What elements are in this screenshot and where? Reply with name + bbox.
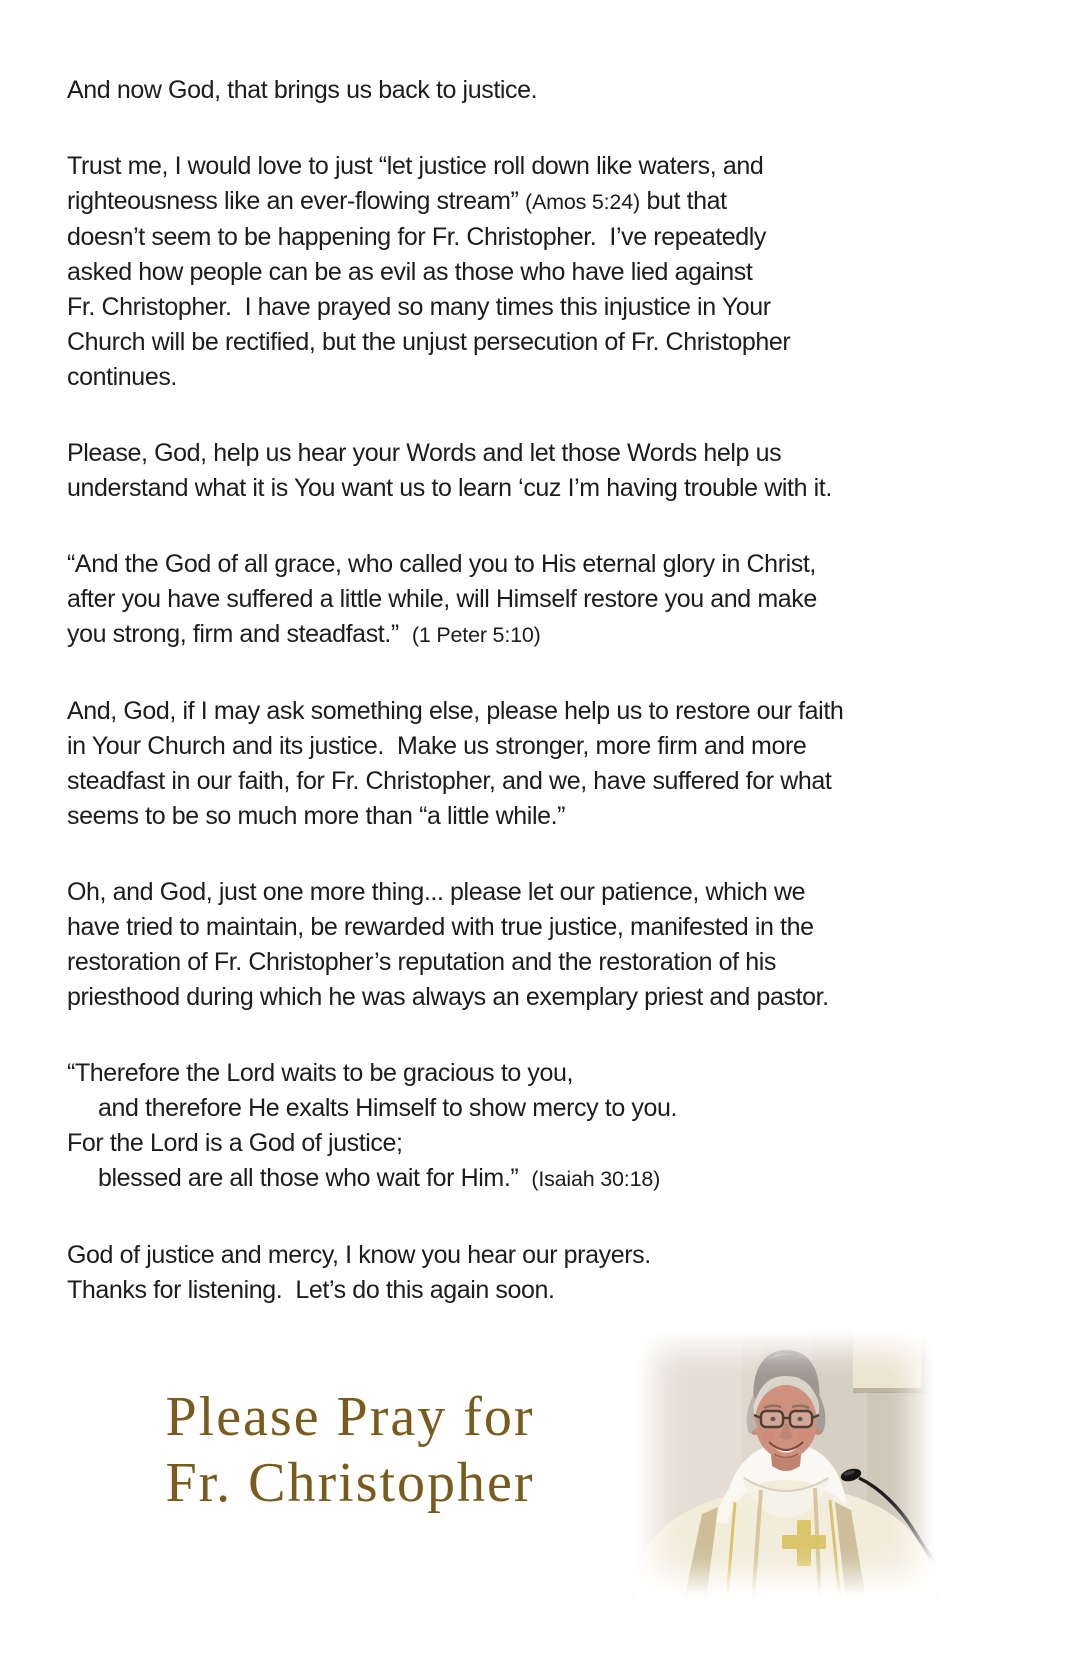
text-line: And, God, if I may ask something else, please help us to restore our faith [67,697,844,725]
text-line: have tried to maintain, be rewarded with true justice, manifested in the [67,913,814,941]
please-pray-line1: Please Pray for [165,1386,535,1448]
scripture-reference: (Amos 5:24) [525,190,640,214]
photo-soft-edge [632,1326,938,1600]
paragraph [67,149,1032,395]
scripture-reference: (Isaiah 30:18) [531,1167,661,1191]
text-line: steadfast in our faith, for Fr. Christopher, and we, have suffered for what [67,767,832,795]
paragraph [67,547,1032,653]
text-segment: righteousness like an ever-flowing stream” [67,187,526,215]
paragraph [67,73,1032,108]
text-line: in Your Church and its justice. Make us stronger, more firm and more [67,732,807,760]
prayer-letter-text [67,0,1032,1349]
text-line [67,617,1032,653]
text-line: Fr. Christopher. I have prayed so many times this injustice in Your [67,293,771,321]
text-line: Please, God, help us hear your Words and let those Words help us [67,439,782,467]
text-line: continues. [67,363,177,391]
text-line: Trust me, I would love to just “let justice roll down like waters, and [67,152,764,180]
text-line: “And the God of all grace, who called you to His eternal glory in Christ, [67,550,816,578]
text-line: after you have suffered a little while, will Himself restore you and make [67,585,817,613]
text-line: asked how people can be as evil as those who have lied against [67,258,753,286]
text-line: priesthood during which he was always an exemplary priest and pastor. [67,983,829,1011]
paragraph [67,436,1032,506]
paragraph [67,875,1032,1015]
text-line: For the Lord is a God of justice; [67,1129,403,1157]
text-line: Church will be rectified, but the unjust persecution of Fr. Christopher [67,328,791,356]
scripture-quote-block [67,1056,1032,1197]
text-line: restoration of Fr. Christopher’s reputation and the restoration of his [67,948,776,976]
text-line: seems to be so much more than “a little while.” [67,802,566,830]
priest-photo [632,1326,938,1600]
text-segment: blessed are all those who wait for Him.” [98,1164,532,1192]
scripture-reference: (1 Peter 5:10) [411,623,541,647]
text-line: Oh, and God, just one more thing... please let our patience, which we [67,878,806,906]
closing-paragraph [67,1238,1032,1308]
text-line: And now God, that brings us back to justice. [67,76,538,104]
text-line: doesn’t seem to be happening for Fr. Christopher. I’ve repeatedly [67,223,767,251]
text-line: understand what it is You want us to learn ‘cuz I’m having trouble with it. [67,474,832,502]
text-segment: you strong, firm and steadfast.” [67,620,412,648]
please-pray-title [86,1384,614,1516]
text-line: Thanks for listening. Let’s do this again soon. [67,1276,555,1304]
text-line [67,184,1032,220]
text-line: and therefore He exalts Himself to show mercy to you. [98,1094,678,1122]
paragraph [67,694,1032,834]
text-line: “Therefore the Lord waits to be gracious to you, [67,1059,574,1087]
text-line: God of justice and mercy, I know you hear our prayers. [67,1241,651,1269]
please-pray-line2: Fr. Christopher [165,1452,535,1514]
text-segment: but that [639,187,727,215]
text-line [67,1161,1032,1197]
